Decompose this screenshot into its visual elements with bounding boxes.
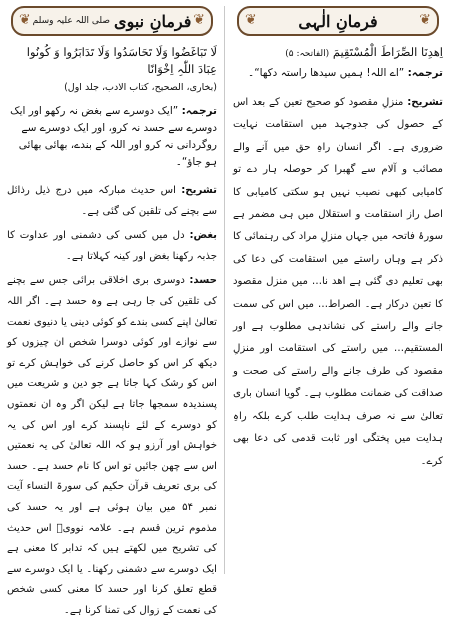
translation-text: ”ایک دوسرے سے بغض نہ رکھو اور ایک دوسرے سے حسد نہ کرو، اور ایک دوسرے سے روگردانی نہ کرو اور اللہ کے بندے، بھائی بھائی ہو جاؤ“۔ bbox=[10, 105, 217, 168]
commentary-text: منزلِ مقصود کو صحیح تعین کے بعد اس کے حصول کی جدوجہد میں استقامت نہایت ضروری ہے۔ اگر انسان راہِ حق میں آنے والے مصائب و آلام سے گھبرا کر حوصلہ ہار دے تو کامیابی کبھی نصیب نہیں ہو سکتی کامیابی کا اصل راز استقامت و استقلال میں ہی مضمر ہے سورۂ فاتحہ میں جہاں منزلِ مراد کی رہنمائی کا ذکر ہے وہاں راستے میں استقامت کی دعا کی بھی تعلیم دی گئی ہے اھد نا… میں منزل مقصود کا تعین درکار ہے۔ الصراط… میں اس کی سمت جانے والے راستے کی نشاندہی مطلوب ہے اور المستقیم… میں راستے کی استقامت اور منزلِ مقصود کی طرف جانے والے راستے کی صحت و صداقت کی ضمانت مطلوب ہے۔ گویا انسان باری تعالیٰ سے نہ صرف ہدایت طلب کرے بلکہ راہِ ہدایت میں پختگی اور ثابت قدمی کی دعا بھی کرے۔ bbox=[233, 97, 443, 467]
honorific-text: صلی اللہ علیہ وسلم bbox=[32, 16, 111, 26]
bughz-paragraph bbox=[7, 226, 217, 267]
column-divider bbox=[224, 6, 225, 574]
quran-heading: فرمانِ الٰہی bbox=[298, 11, 378, 31]
quran-commentary bbox=[233, 92, 443, 473]
hadith-translation bbox=[7, 103, 217, 171]
quran-column bbox=[231, 6, 445, 576]
quran-translation bbox=[233, 65, 443, 82]
quran-verse bbox=[233, 44, 443, 63]
hadith-column bbox=[5, 6, 219, 616]
hasad-label: حسد: bbox=[189, 275, 217, 287]
quran-heading-frame bbox=[237, 6, 439, 36]
hadith-text: لَا تَبَاغَضُوا وَلَا تَحَاسَدُوا وَلَا تَدَابَرُوا وَ کُونُوا عِبَادَ اللّٰہِ اِخْوَانًا bbox=[26, 45, 217, 76]
commentary-text: اس حدیث مبارکہ میں درج ذیل رذائل سے بچنے کی تلقین کی گئی ہے۔ bbox=[7, 185, 217, 217]
ornament-icon: ❦ bbox=[19, 12, 31, 28]
hadith-commentary bbox=[7, 181, 217, 222]
commentary-label: تشریح: bbox=[181, 185, 217, 196]
bughz-text: دل میں کسی کی دشمنی اور عداوت کا جذبہ رکھنا بغض اور کینہ کہلاتا ہے۔ bbox=[7, 230, 217, 262]
bughz-label: بغض: bbox=[189, 230, 217, 242]
translation-label: ترجمہ: bbox=[181, 105, 217, 117]
hadith-heading: فرمانِ نبوی bbox=[114, 11, 192, 31]
ornament-icon: ❦ bbox=[419, 12, 431, 28]
hasad-paragraph bbox=[7, 271, 217, 621]
verse-reference: (الفاتحہ: ۵) bbox=[285, 49, 330, 59]
verse-text: اِھدِنَا الصِّرَاطَ الْمُسْتَقِیمَ bbox=[332, 45, 443, 59]
translation-text: ”اے اللہ! ہمیں سیدھا راستہ دکھا“۔ bbox=[248, 67, 405, 79]
hadith-reference: (بخاری، الصحیح، کتاب الادب، جلد اول) bbox=[64, 82, 217, 93]
translation-label: ترجمہ: bbox=[407, 67, 443, 79]
hadith-heading-frame bbox=[11, 6, 213, 36]
ornament-icon: ❦ bbox=[245, 12, 257, 28]
commentary-label: تشریح: bbox=[407, 97, 443, 108]
ornament-icon: ❦ bbox=[193, 12, 205, 28]
hasad-text: دوسری بری اخلاقی برائی جس سے بچنے کی تلقین کی جا رہی ہے وہ حسد ہے۔ اگر اللہ تعالیٰ اپنے کسی بندے کو کوئی دینی یا دنیوی نعمت سے نوازے اور کوئی دوسرا شخص ان چیزوں کو دیکھ کر اس کو حاصل کرنے کی خواہش کرے تو اس کو رشک کہا جاتا ہے جو دین و شریعت میں پسندیدہ سمجھا جاتا ہے لیکن اگر وہ ان نعمتوں کو دوسرے کے لئے ناپسند کرے اور اس کی یہ خواہش اور آرزو ہو کہ اللہ تعالیٰ کی یہ نعمتیں اس سے چھن جائیں تو اس کا نام حسد ہے۔ حسد کی بری تعریف قرآن حکیم کی سورۃ النساء آیت نمبر ۵۴ میں بیان ہوئی ہے اور یہ حسد کی مذموم ترین قسم ہے۔ علامہ نوویؒ اس حدیث کی تشریح میں لکھتے ہیں کہ تدابر کا معنی ہے ایک دوسرے سے دشمنی رکھنا۔ یا ایک دوسرے سے قطع تعلق کرنا اور حسد کا معنی کسی شخص کی نعمت کے زوال کی تمنا کرنا ہے۔ bbox=[7, 275, 217, 616]
